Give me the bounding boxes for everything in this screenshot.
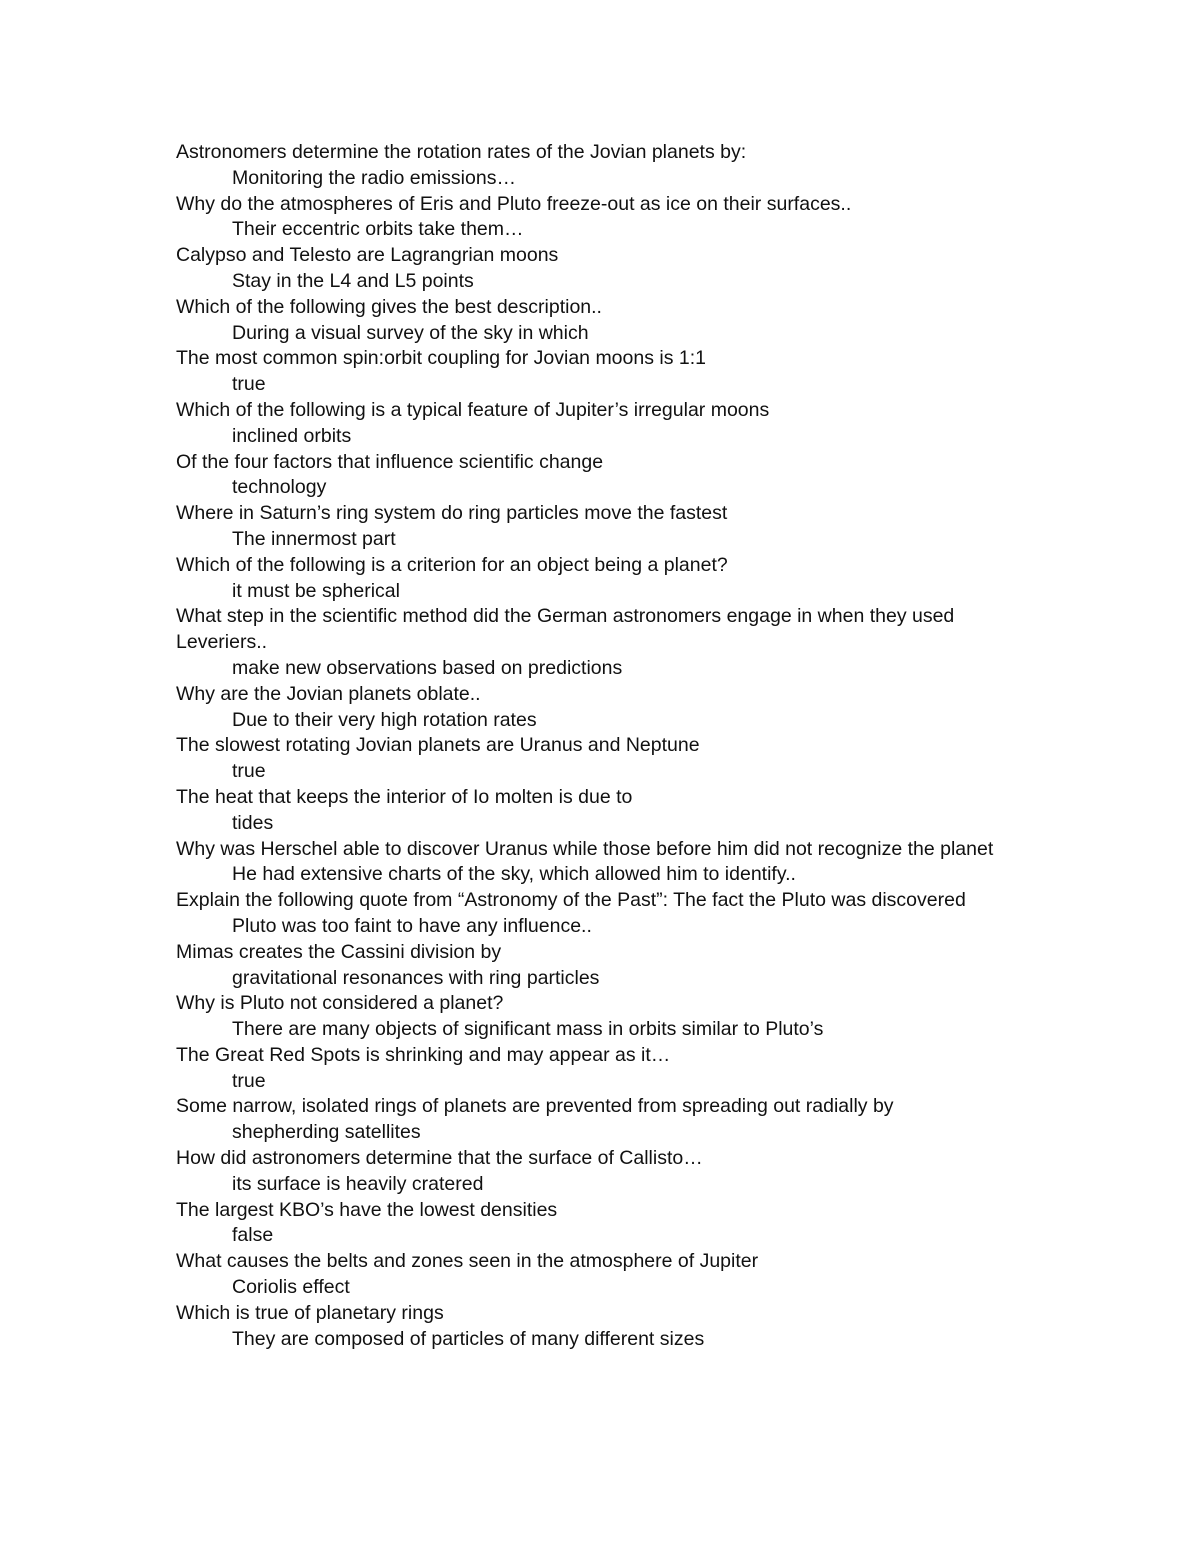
question-text: The heat that keeps the interior of Io molten is due to: [176, 785, 633, 808]
question-text: What step in the scientific method did the German astronomers engage in when they used Leveriers..: [176, 605, 955, 654]
question-text: What causes the belts and zones seen in the atmosphere of Jupiter: [176, 1250, 759, 1273]
qa-item: [176, 1249, 1036, 1301]
answer-text: gravitational resonances with ring particles: [232, 966, 600, 989]
qa-item: [176, 940, 1036, 992]
qa-item: [176, 398, 1036, 450]
answer-text: inclined orbits: [232, 424, 352, 447]
qa-item: [176, 1301, 1036, 1353]
question-text: Where in Saturn’s ring system do ring particles move the fastest: [176, 502, 728, 525]
qa-item: [176, 604, 1036, 681]
question-text: Why are the Jovian planets oblate..: [176, 682, 481, 705]
question-text: Which of the following is a typical feature of Jupiter’s irregular moons: [176, 398, 770, 421]
question-text: Of the four factors that influence scientific change: [176, 450, 604, 473]
qa-item: [176, 1146, 1036, 1198]
question-text: Some narrow, isolated rings of planets are prevented from spreading out radially by: [176, 1095, 894, 1118]
answer-text: tides: [232, 811, 274, 834]
answer-text: false: [232, 1224, 274, 1247]
qa-item: [176, 140, 1036, 192]
qa-item: [176, 192, 1036, 244]
document-page: [176, 140, 1036, 1352]
answer-text: true: [232, 1069, 266, 1092]
qa-item: [176, 888, 1036, 940]
answer-text: true: [232, 373, 266, 396]
answer-text: shepherding satellites: [232, 1121, 421, 1144]
qa-item: [176, 295, 1036, 347]
question-text: Why was Herschel able to discover Uranus while those before him did not recognize the planet: [176, 837, 994, 860]
question-text: Astronomers determine the rotation rates of the Jovian planets by:: [176, 141, 747, 163]
answer-text: Pluto was too faint to have any influence..: [232, 914, 592, 937]
question-text: The slowest rotating Jovian planets are Uranus and Neptune: [176, 734, 700, 757]
question-text: How did astronomers determine that the surface of Callisto…: [176, 1147, 703, 1170]
question-text: Which of the following gives the best description..: [176, 295, 602, 318]
answer-text: Coriolis effect: [232, 1276, 350, 1299]
answer-text: technology: [232, 476, 327, 499]
answer-text: The innermost part: [232, 527, 396, 550]
qa-item: [176, 501, 1036, 553]
question-text: Why is Pluto not considered a planet?: [176, 992, 504, 1015]
question-text: The most common spin:orbit coupling for Jovian moons is 1:1: [176, 347, 706, 370]
answer-text: He had extensive charts of the sky, which allowed him to identify..: [232, 863, 796, 886]
qa-item: [176, 733, 1036, 785]
question-text: Explain the following quote from “Astronomy of the Past”: The fact the Pluto was discovered: [176, 889, 966, 912]
answer-text: make new observations based on predictions: [232, 656, 623, 679]
question-text: Which is true of planetary rings: [176, 1301, 444, 1324]
answer-text: it must be spherical: [232, 579, 400, 602]
question-text: The Great Red Spots is shrinking and may appear as it…: [176, 1043, 671, 1066]
answer-text: Their eccentric orbits take them…: [232, 218, 524, 241]
question-text: Calypso and Telesto are Lagrangrian moons: [176, 244, 559, 267]
answer-text: Monitoring the radio emissions…: [232, 166, 516, 189]
qa-item: [176, 682, 1036, 734]
question-text: Mimas creates the Cassini division by: [176, 940, 502, 963]
qa-item: [176, 991, 1036, 1043]
qa-item: [176, 450, 1036, 502]
question-text: Why do the atmospheres of Eris and Pluto freeze-out as ice on their surfaces..: [176, 192, 852, 215]
qa-item: [176, 1198, 1036, 1250]
qa-item: [176, 553, 1036, 605]
qa-item: [176, 1043, 1036, 1095]
qa-item: [176, 243, 1036, 295]
answer-text: There are many objects of significant mass in orbits similar to Pluto’s: [232, 1018, 824, 1041]
answer-text: Due to their very high rotation rates: [232, 708, 537, 731]
question-text: Which of the following is a criterion for an object being a planet?: [176, 553, 728, 576]
answer-text: They are composed of particles of many different sizes: [232, 1327, 705, 1350]
answer-text: Stay in the L4 and L5 points: [232, 269, 474, 292]
answer-text: During a visual survey of the sky in which: [232, 321, 589, 344]
qa-item: [176, 785, 1036, 837]
answer-text: true: [232, 760, 266, 783]
answer-text: its surface is heavily cratered: [232, 1172, 484, 1195]
qa-item: [176, 346, 1036, 398]
question-text: The largest KBO’s have the lowest densities: [176, 1198, 558, 1221]
qa-item: [176, 837, 1036, 889]
qa-item: [176, 1094, 1036, 1146]
